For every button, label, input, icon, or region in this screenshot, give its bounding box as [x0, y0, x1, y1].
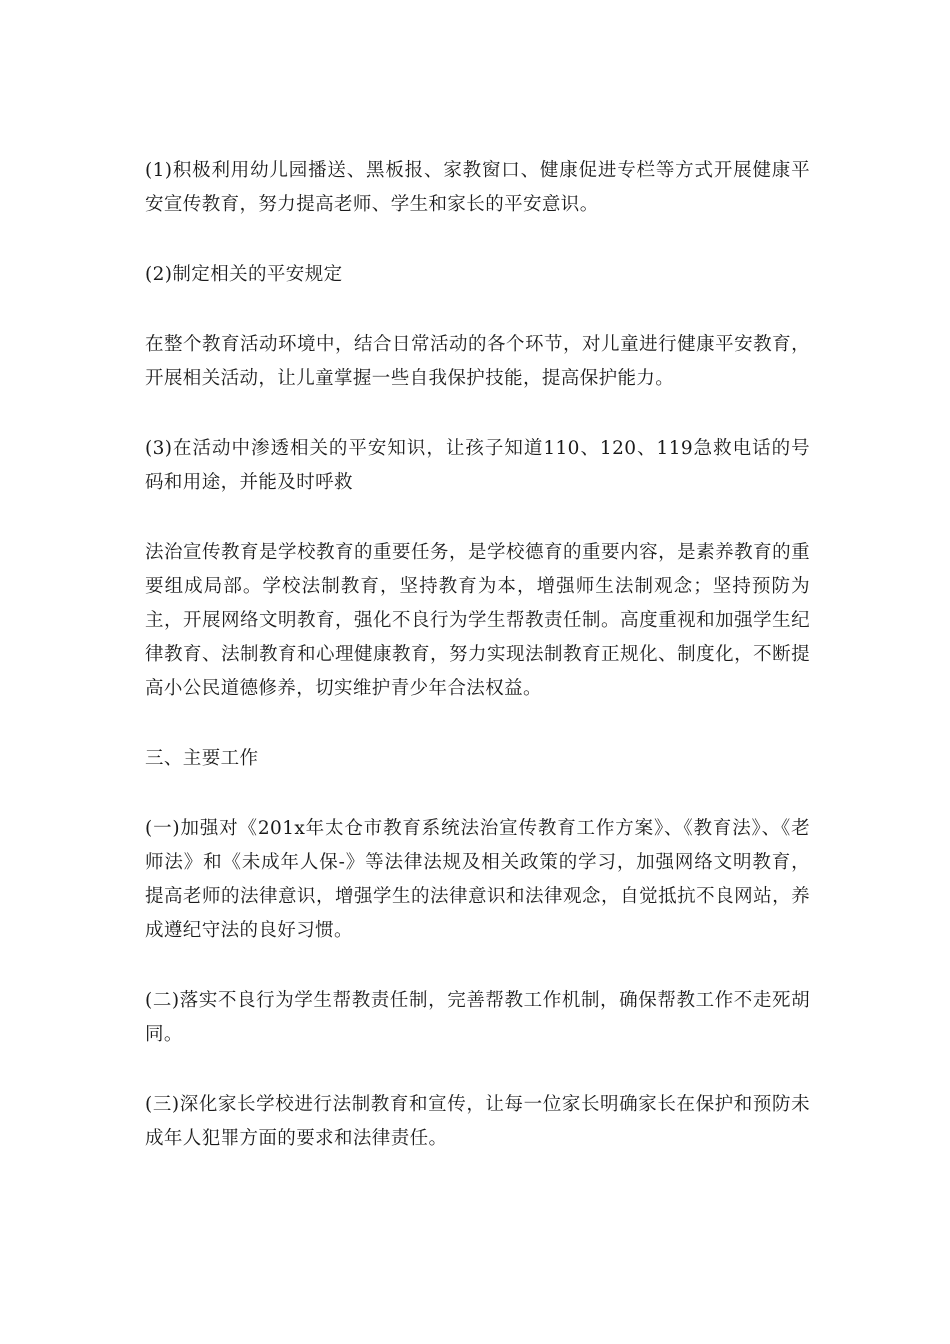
paragraph-5: 法治宣传教育是学校教育的重要任务，是学校德育的重要内容，是素养教育的重要组成局部。学校法制教育，坚持教育为本，增强师生法制观念；坚持预防为主，开展网络文明教育，强化不良行为学生帮教责任制。高度重视和加强学生纪律教育、法制教育和心理健康教育，努力实现法制教育正规化、制度化，不断提高小公民道德修养，切实维护青少年合法权益。 — [145, 542, 810, 699]
section-heading: 三、主要工作 — [145, 748, 259, 769]
paragraph-8: (三)深化家长学校进行法制教育和宣传，让每一位家长明确家长在保护和预防未成年人犯罪方面的要求和法律责任。 — [145, 1094, 810, 1149]
paragraph-3: 在整个教育活动环境中，结合日常活动的各个环节，对儿童进行健康平安教育，开展相关活动，让儿童掌握一些自我保护技能，提高保护能力。 — [145, 334, 810, 389]
paragraph-7: (二)落实不良行为学生帮教责任制，完善帮教工作机制，确保帮教工作不走死胡同。 — [145, 990, 810, 1045]
paragraph-4: (3)在活动中渗透相关的平安知识，让孩子知道110、120、119急救电话的号码和用途，并能及时呼救 — [145, 438, 810, 493]
paragraph-6: (一)加强对《201x年太仓市教育系统法治宣传教育工作方案》、《教育法》、《老师法》和《未成年人保-》等法律法规及相关政策的学习，加强网络文明教育，提高老师的法律意识，增强学生的法律意识和法律观念，自觉抵抗不良网站，养成遵纪守法的良好习惯。 — [145, 818, 810, 941]
paragraph-2: (2)制定相关的平安规定 — [145, 264, 343, 285]
document-body — [145, 154, 810, 1192]
paragraph-1: (1)积极利用幼儿园播送、黑板报、家教窗口、健康促进专栏等方式开展健康平安宣传教育，努力提高老师、学生和家长的平安意识。 — [145, 160, 810, 215]
